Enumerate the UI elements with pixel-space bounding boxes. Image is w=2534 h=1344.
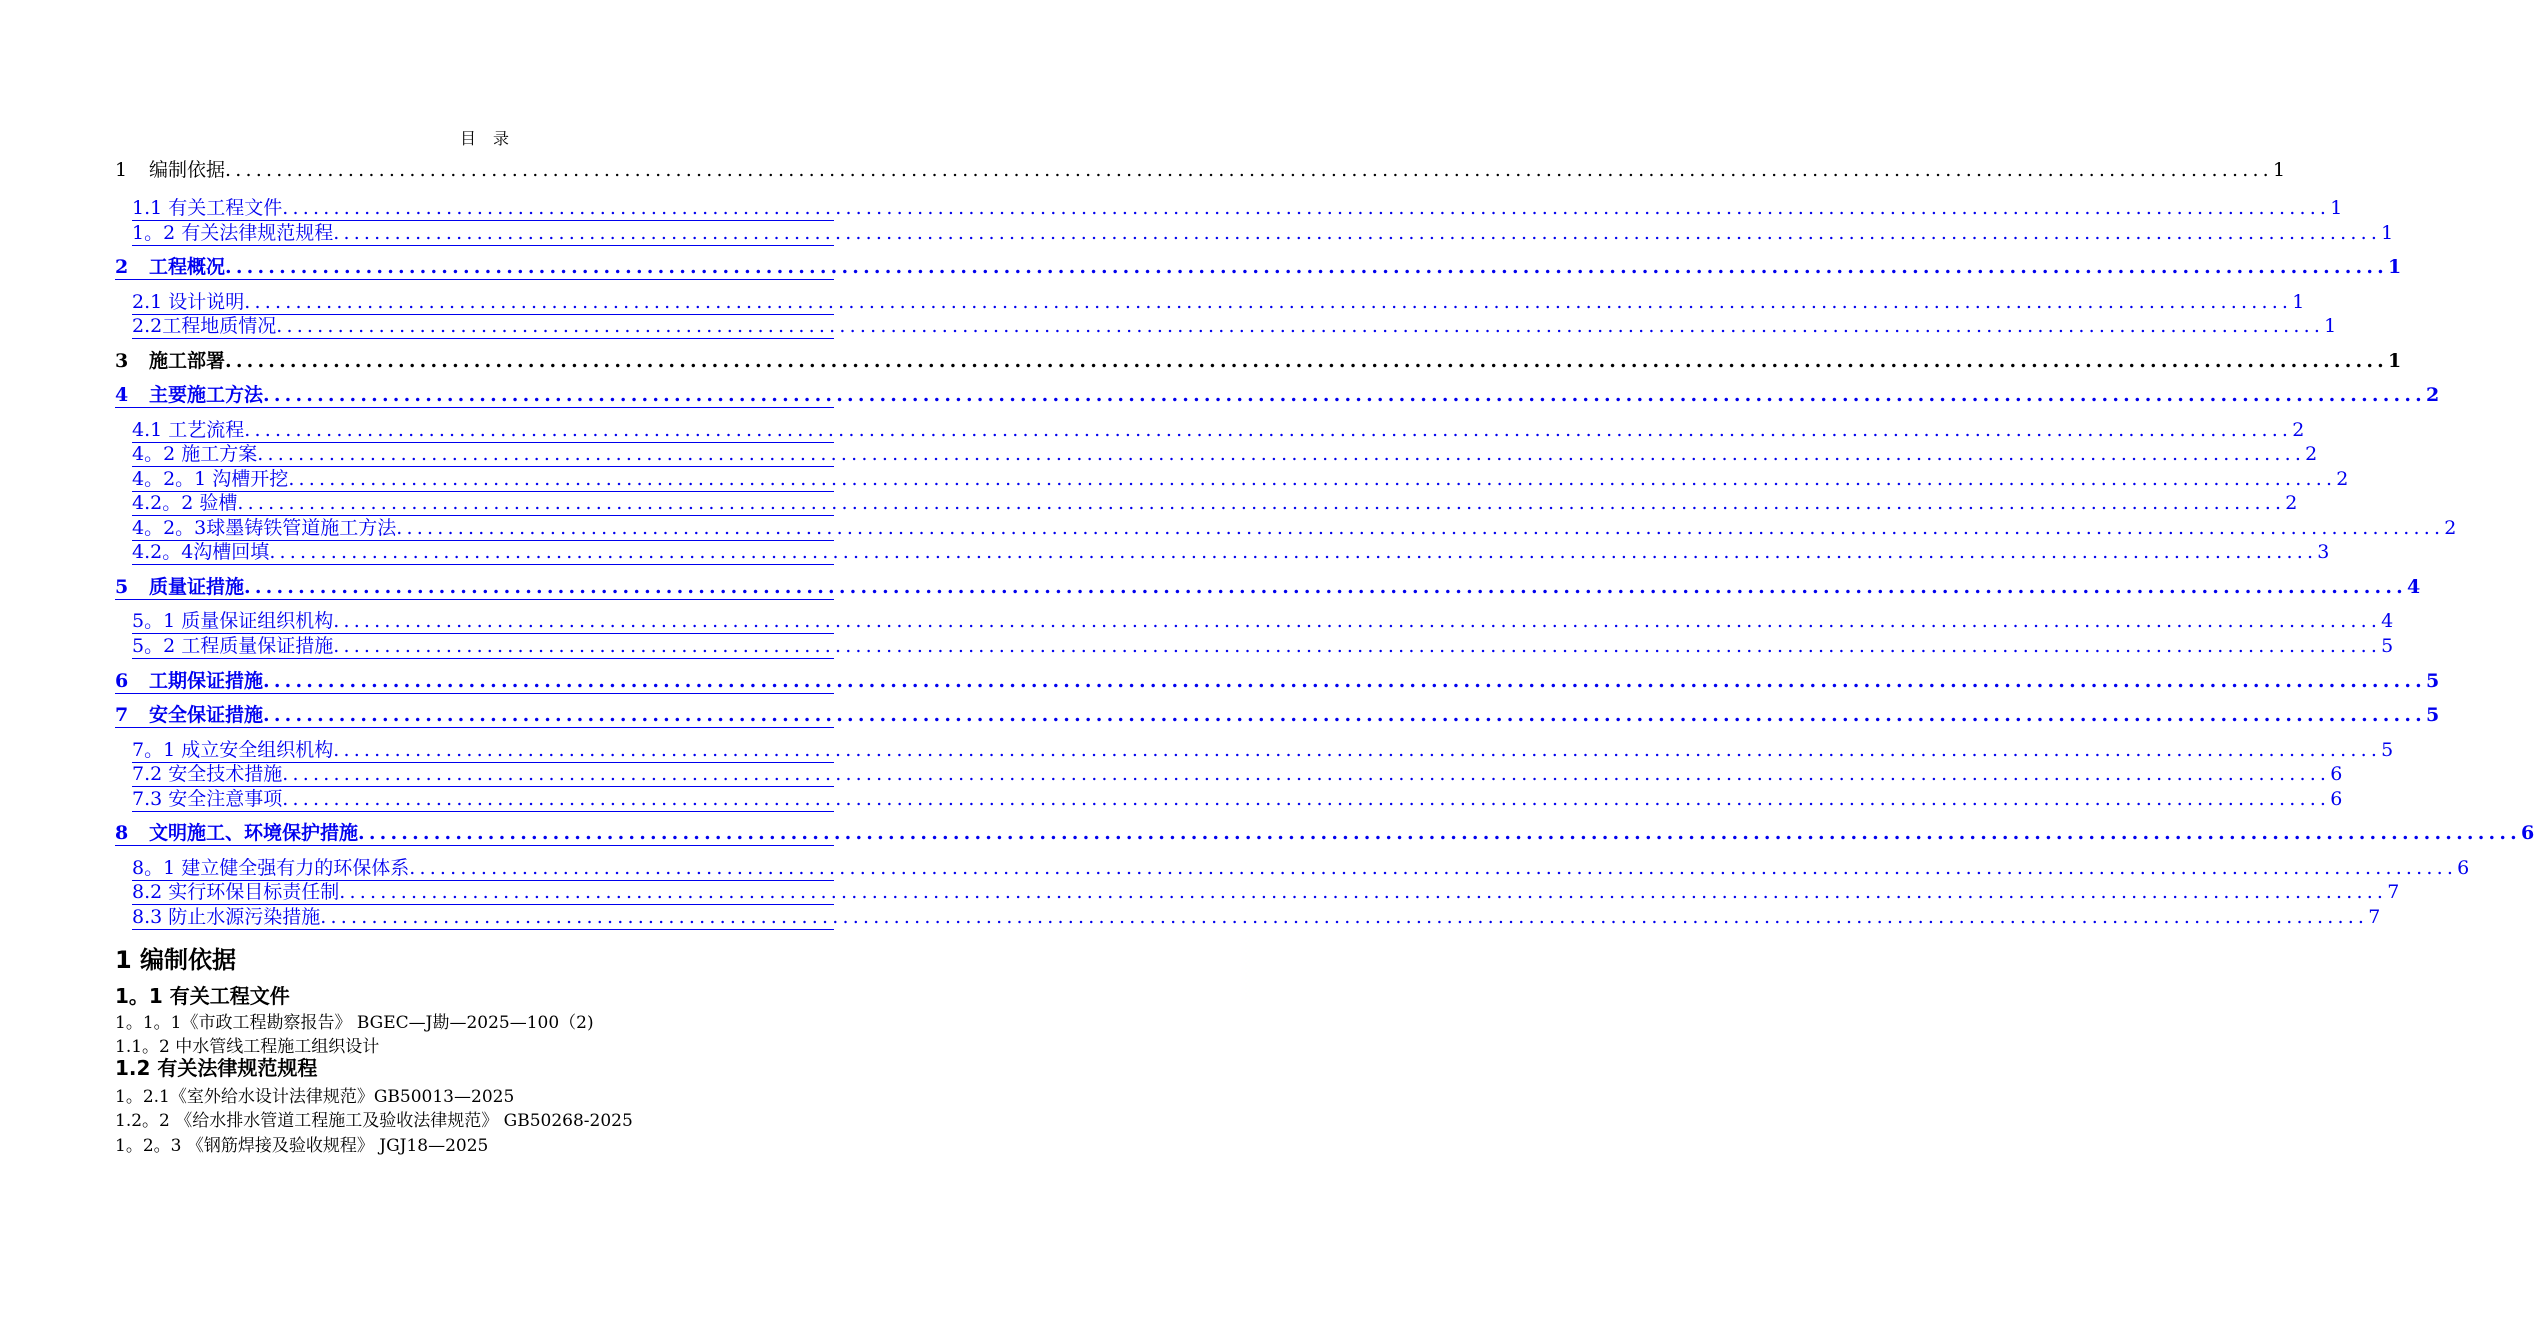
toc-entry[interactable] bbox=[115, 575, 2421, 600]
toc-page-number: 3 bbox=[2317, 541, 2330, 563]
toc-entry-number: 4 bbox=[115, 384, 129, 406]
toc-entry-label bbox=[115, 821, 358, 845]
toc-entry-label bbox=[132, 856, 409, 880]
toc-page-number: 2 bbox=[2444, 517, 2457, 539]
toc-page-number: 5 bbox=[2425, 670, 2440, 692]
toc-page-number: 2 bbox=[2292, 419, 2305, 441]
toc-page-number: 1 bbox=[2330, 197, 2343, 219]
toc-entry-number: 7 bbox=[115, 704, 129, 726]
toc-entry-label bbox=[115, 703, 263, 727]
toc-entry-label bbox=[115, 255, 225, 279]
toc-entry-text: 质量证措施 bbox=[149, 576, 245, 598]
toc-entry-label bbox=[132, 609, 333, 633]
toc-entry-text: 7.2 安全技术措施 bbox=[132, 763, 283, 785]
toc-entry-label bbox=[115, 669, 263, 693]
paragraph: 1.2。2 《给水排水管道工程施工及验收法律规范》 GB50268-2025 bbox=[115, 1111, 633, 1131]
toc-entry-text: 文明施工、环境保护措施 bbox=[149, 822, 359, 844]
toc-entry-text: 编制依据 bbox=[149, 159, 226, 181]
paragraph: 1.1。2 中水管线工程施工组织设计 bbox=[115, 1037, 380, 1057]
toc-page-number: 6 bbox=[2330, 788, 2343, 810]
toc-entry-label bbox=[132, 314, 276, 338]
toc-subentry[interactable] bbox=[132, 491, 2298, 516]
toc-entry-label bbox=[115, 383, 263, 407]
toc-entry-label bbox=[132, 905, 320, 929]
toc-subentry[interactable] bbox=[132, 418, 2305, 443]
toc-entry-text: 1.1 有关工程文件 bbox=[132, 197, 283, 219]
toc-entry-text: 4。2。3球墨铸铁管道施工方法 bbox=[132, 517, 397, 539]
toc-subentry[interactable] bbox=[132, 738, 2394, 763]
toc-entry-text: 8.3 防止水源污染措施 bbox=[132, 906, 321, 928]
toc-entry-label bbox=[132, 540, 269, 564]
toc-leader-dots: ........................................................................................................................................................................................................ bbox=[263, 704, 2426, 726]
toc-leader-dots: ........................................................................................................................................................................................................ bbox=[237, 492, 2286, 514]
toc-leader-dots: ........................................................................................................................................................................................................ bbox=[263, 384, 2426, 406]
toc-subentry[interactable] bbox=[132, 196, 2343, 221]
toc-leader-dots: ........................................................................................................................................................................................................ bbox=[225, 350, 2388, 372]
toc-subentry[interactable] bbox=[132, 609, 2394, 634]
toc-entry-text: 1。2 有关法律规范规程 bbox=[132, 222, 334, 244]
toc-entry-text: 4.2。4沟槽回填 bbox=[132, 541, 270, 563]
toc-page-number: 5 bbox=[2381, 635, 2394, 657]
toc-subentry[interactable] bbox=[132, 540, 2330, 565]
toc-subentry[interactable] bbox=[132, 856, 2470, 881]
toc-leader-dots: ........................................................................................................................................................................................................ bbox=[396, 517, 2445, 539]
toc-entry[interactable] bbox=[115, 383, 2440, 408]
toc-leader-dots: ........................................................................................................................................................................................................ bbox=[225, 159, 2273, 181]
toc-leader-dots: ........................................................................................................................................................................................................ bbox=[333, 222, 2382, 244]
paragraph: 1。2.1《室外给水设计法律规范》GB50013—2025 bbox=[115, 1087, 515, 1107]
toc-page-number: 1 bbox=[2272, 159, 2286, 181]
toc-entry-text: 施工部署 bbox=[149, 350, 226, 372]
toc-subentry[interactable] bbox=[132, 314, 2337, 339]
subsection-heading: 1。1 有关工程文件 bbox=[115, 984, 290, 1008]
toc-leader-dots: ........................................................................................................................................................................................................ bbox=[282, 197, 2331, 219]
toc-entry-text: 4.1 工艺流程 bbox=[132, 419, 245, 441]
toc-page-number: 1 bbox=[2387, 256, 2402, 278]
toc-entry-number: 1 bbox=[115, 159, 128, 181]
toc-page-number: 5 bbox=[2381, 739, 2394, 761]
toc-page-number: 7 bbox=[2387, 881, 2400, 903]
toc-entry-label bbox=[132, 290, 244, 314]
toc-page-number: 7 bbox=[2368, 906, 2381, 928]
toc-entry-number: 3 bbox=[115, 350, 129, 372]
toc-page-number: 1 bbox=[2381, 222, 2394, 244]
toc-entry-label bbox=[132, 762, 282, 786]
toc-entry[interactable] bbox=[115, 821, 2534, 846]
toc-entry[interactable] bbox=[115, 703, 2440, 728]
toc-entry-text: 2.2工程地质情况 bbox=[132, 315, 277, 337]
toc-subentry[interactable] bbox=[132, 787, 2343, 812]
toc-entry-label bbox=[132, 442, 257, 466]
toc-entry-label bbox=[132, 418, 244, 442]
toc-subentry[interactable] bbox=[132, 442, 2318, 467]
toc-entry-label bbox=[132, 516, 396, 540]
toc-leader-dots: ........................................................................................................................................................................................................ bbox=[358, 822, 2521, 844]
toc-page-number: 1 bbox=[2387, 350, 2402, 372]
toc-leader-dots: ........................................................................................................................................................................................................ bbox=[333, 610, 2382, 632]
toc-page-number: 4 bbox=[2406, 576, 2421, 598]
toc-entry-text: 7。1 成立安全组织机构 bbox=[132, 739, 334, 761]
toc-page-number: 2 bbox=[2305, 443, 2318, 465]
toc-leader-dots: ........................................................................................................................................................................................................ bbox=[282, 788, 2331, 810]
toc-subentry[interactable] bbox=[132, 634, 2394, 659]
toc-entry-text: 5。1 质量保证组织机构 bbox=[132, 610, 334, 632]
toc-subentry[interactable] bbox=[132, 221, 2394, 246]
toc-entry-number: 2 bbox=[115, 256, 129, 278]
toc-entry-label bbox=[132, 491, 237, 515]
toc-page-number: 2 bbox=[2336, 468, 2349, 490]
toc-page-number: 2 bbox=[2425, 384, 2440, 406]
toc-entry-text: 4。2 施工方案 bbox=[132, 443, 258, 465]
toc-entry-text: 4。2。1 沟槽开挖 bbox=[132, 468, 289, 490]
toc-entry[interactable] bbox=[115, 669, 2440, 694]
subsection-heading: 1.2 有关法律规范规程 bbox=[115, 1056, 318, 1080]
toc-entry-label bbox=[132, 738, 333, 762]
paragraph: 1。1。1《市政工程勘察报告》 BGEC—J勘—2025—100（2) bbox=[115, 1013, 594, 1033]
toc-entry-text: 2.1 设计说明 bbox=[132, 291, 245, 313]
toc-entry-label bbox=[132, 634, 333, 658]
toc-leader-dots: ........................................................................................................................................................................................................ bbox=[244, 419, 2293, 441]
toc-leader-dots: ........................................................................................................................................................................................................ bbox=[339, 881, 2388, 903]
toc-page-number: 1 bbox=[2324, 315, 2337, 337]
toc-subentry[interactable] bbox=[132, 762, 2343, 787]
toc-entry-text: 工程概况 bbox=[149, 256, 226, 278]
toc-entry-text: 4.2。2 验槽 bbox=[132, 492, 238, 514]
toc-entry-text: 8。1 建立健全强有力的环保体系 bbox=[132, 857, 410, 879]
toc-page-number: 6 bbox=[2520, 822, 2534, 844]
toc-leader-dots: ........................................................................................................................................................................................................ bbox=[409, 857, 2458, 879]
toc-page-number: 2 bbox=[2285, 492, 2298, 514]
toc-leader-dots: ........................................................................................................................................................................................................ bbox=[333, 739, 2382, 761]
toc-entry-number: 8 bbox=[115, 822, 129, 844]
toc-entry-text: 工期保证措施 bbox=[149, 670, 264, 692]
toc-page-number: 1 bbox=[2292, 291, 2305, 313]
toc-leader-dots: ........................................................................................................................................................................................................ bbox=[320, 906, 2369, 928]
toc-page-number: 6 bbox=[2457, 857, 2470, 879]
toc-leader-dots: ........................................................................................................................................................................................................ bbox=[244, 291, 2293, 313]
toc-entry-label bbox=[132, 196, 282, 220]
toc-entry-text: 8.2 实行环保目标责任制 bbox=[132, 881, 340, 903]
section-heading: 1 编制依据 bbox=[115, 946, 237, 974]
paragraph: 1。2。3 《钢筋焊接及验收规程》 JGJ18—2025 bbox=[115, 1136, 489, 1156]
toc-entry-label bbox=[132, 787, 282, 811]
toc-entry bbox=[115, 349, 2402, 373]
toc-page-number: 5 bbox=[2425, 704, 2440, 726]
toc-subentry[interactable] bbox=[132, 467, 2349, 492]
toc-leader-dots: ........................................................................................................................................................................................................ bbox=[263, 670, 2426, 692]
toc-entry[interactable] bbox=[115, 255, 2402, 280]
toc-leader-dots: ........................................................................................................................................................................................................ bbox=[288, 468, 2337, 490]
toc-entry-text: 安全保证措施 bbox=[149, 704, 264, 726]
toc-entry-label bbox=[115, 349, 225, 373]
toc-entry-text: 7.3 安全注意事项 bbox=[132, 788, 283, 810]
toc-page-number: 4 bbox=[2381, 610, 2394, 632]
toc-entry-text: 5。2 工程质量保证措施 bbox=[132, 635, 334, 657]
toc-leader-dots: ........................................................................................................................................................................................................ bbox=[257, 443, 2306, 465]
toc-leader-dots: ........................................................................................................................................................................................................ bbox=[282, 763, 2331, 785]
toc-subentry[interactable] bbox=[132, 516, 2457, 541]
toc-entry-label bbox=[115, 575, 244, 599]
toc-leader-dots: ........................................................................................................................................................................................................ bbox=[225, 256, 2388, 278]
toc-entry bbox=[115, 158, 2286, 182]
toc-entry-label bbox=[132, 221, 333, 245]
toc-entry-text: 主要施工方法 bbox=[149, 384, 264, 406]
toc-subentry[interactable] bbox=[132, 905, 2381, 930]
toc-page-number: 6 bbox=[2330, 763, 2343, 785]
toc-title: 目 录 bbox=[459, 129, 516, 148]
toc-subentry[interactable] bbox=[132, 880, 2400, 905]
toc-leader-dots: ........................................................................................................................................................................................................ bbox=[276, 315, 2325, 337]
toc-leader-dots: ........................................................................................................................................................................................................ bbox=[269, 541, 2318, 563]
toc-entry-label bbox=[132, 880, 339, 904]
toc-subentry[interactable] bbox=[132, 290, 2305, 315]
toc-entry-label bbox=[132, 467, 288, 491]
toc-leader-dots: ........................................................................................................................................................................................................ bbox=[333, 635, 2382, 657]
toc-entry-label bbox=[115, 158, 225, 182]
toc-entry-number: 5 bbox=[115, 576, 129, 598]
toc-leader-dots: ........................................................................................................................................................................................................ bbox=[244, 576, 2407, 598]
toc-entry-number: 6 bbox=[115, 670, 129, 692]
